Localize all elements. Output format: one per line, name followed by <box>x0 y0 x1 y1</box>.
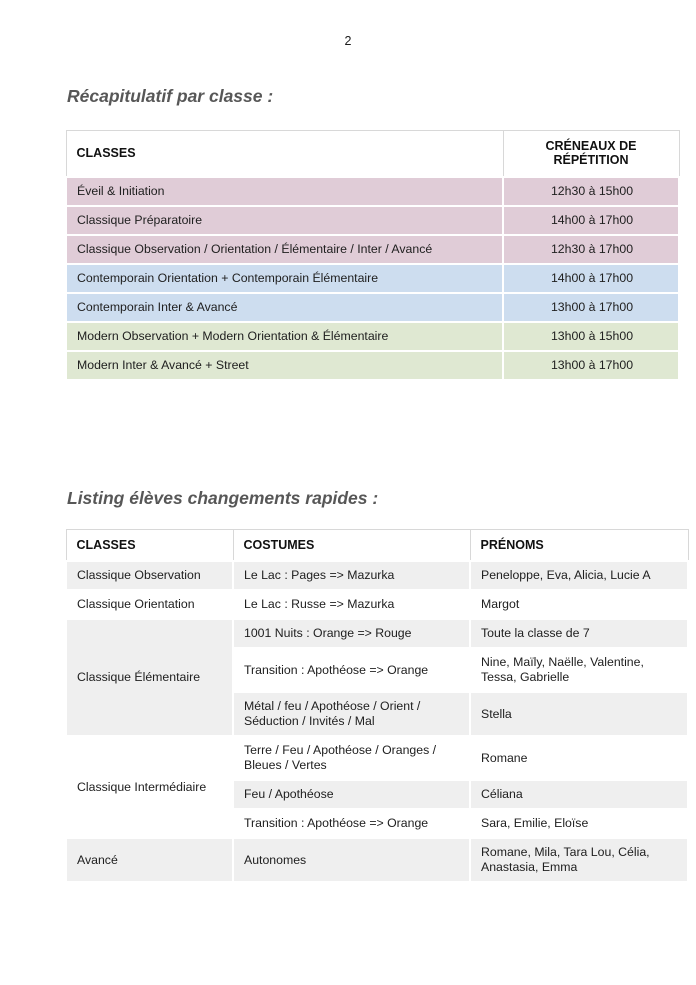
listing-header-row <box>66 529 688 561</box>
costume-cell: Feu / Apothéose <box>233 780 470 809</box>
prenoms-cell: Romane, Mila, Tara Lou, Célia, Anastasia, Emma <box>470 838 688 882</box>
col-header-prenoms: PRÉNOMS <box>470 529 688 561</box>
prenoms-cell: Stella <box>470 692 688 736</box>
col-header-creneaux: CRÉNEAUX DE RÉPÉTITION <box>503 131 679 177</box>
prenoms-cell: Toute la classe de 7 <box>470 619 688 648</box>
class-cell-merged: Classique Élémentaire <box>66 619 233 736</box>
table-row <box>66 264 679 293</box>
time-cell: 13h00 à 15h00 <box>503 322 679 351</box>
section-title-listing: Listing élèves changements rapides : <box>67 487 379 508</box>
prenoms-cell: Sara, Emilie, Eloïse <box>470 809 688 838</box>
class-cell: Contemporain Inter & Avancé <box>66 293 503 322</box>
prenoms-cell: Nine, Maïly, Naëlle, Valentine, Tessa, Gabrielle <box>470 648 688 692</box>
table-row <box>66 177 679 206</box>
costume-cell: Autonomes <box>233 838 470 882</box>
class-cell-merged: Classique Intermédiaire <box>66 736 233 838</box>
class-cell: Modern Inter & Avancé + Street <box>66 351 503 380</box>
costume-cell: Le Lac : Russe => Mazurka <box>233 590 470 619</box>
costume-cell: Terre / Feu / Apothéose / Oranges / Bleues / Vertes <box>233 736 470 780</box>
col-header-classes: CLASSES <box>66 131 503 177</box>
col-header-classes: CLASSES <box>66 529 233 561</box>
class-cell: Contemporain Orientation + Contemporain Élémentaire <box>66 264 503 293</box>
class-cell: Classique Observation / Orientation / Élémentaire / Inter / Avancé <box>66 235 503 264</box>
time-cell: 13h00 à 17h00 <box>503 293 679 322</box>
section-title-recapitulatif: Récapitulatif par classe : <box>67 86 274 106</box>
class-cell: Avancé <box>66 838 233 882</box>
time-cell: 12h30 à 17h00 <box>503 235 679 264</box>
col-header-costumes: COSTUMES <box>233 529 470 561</box>
page-number: 2 <box>344 34 352 48</box>
table-row <box>66 736 688 780</box>
recap-header-row <box>66 131 679 177</box>
costume-cell: Transition : Apothéose => Orange <box>233 809 470 838</box>
time-cell: 14h00 à 17h00 <box>503 264 679 293</box>
table-row <box>66 235 679 264</box>
table-row <box>66 590 688 619</box>
class-cell: Classique Préparatoire <box>66 206 503 235</box>
prenoms-cell: Peneloppe, Eva, Alicia, Lucie A <box>470 561 688 590</box>
listing-table <box>65 529 689 884</box>
table-row <box>66 561 688 590</box>
costume-cell: Transition : Apothéose => Orange <box>233 648 470 692</box>
time-cell: 14h00 à 17h00 <box>503 206 679 235</box>
class-cell: Classique Orientation <box>66 590 233 619</box>
time-cell: 13h00 à 17h00 <box>503 351 679 380</box>
table-row <box>66 293 679 322</box>
table-row <box>66 619 688 648</box>
recap-table <box>65 130 680 381</box>
costume-cell: Métal / feu / Apothéose / Orient / Séduction / Invités / Mal <box>233 692 470 736</box>
class-cell: Classique Observation <box>66 561 233 590</box>
costume-cell: 1001 Nuits : Orange => Rouge <box>233 619 470 648</box>
class-cell: Modern Observation + Modern Orientation & Élémentaire <box>66 322 503 351</box>
time-cell: 12h30 à 15h00 <box>503 177 679 206</box>
prenoms-cell: Romane <box>470 736 688 780</box>
prenoms-cell: Margot <box>470 590 688 619</box>
prenoms-cell: Céliana <box>470 780 688 809</box>
table-row <box>66 322 679 351</box>
class-cell: Éveil & Initiation <box>66 177 503 206</box>
table-row <box>66 206 679 235</box>
table-row <box>66 351 679 380</box>
table-row <box>66 838 688 882</box>
costume-cell: Le Lac : Pages => Mazurka <box>233 561 470 590</box>
